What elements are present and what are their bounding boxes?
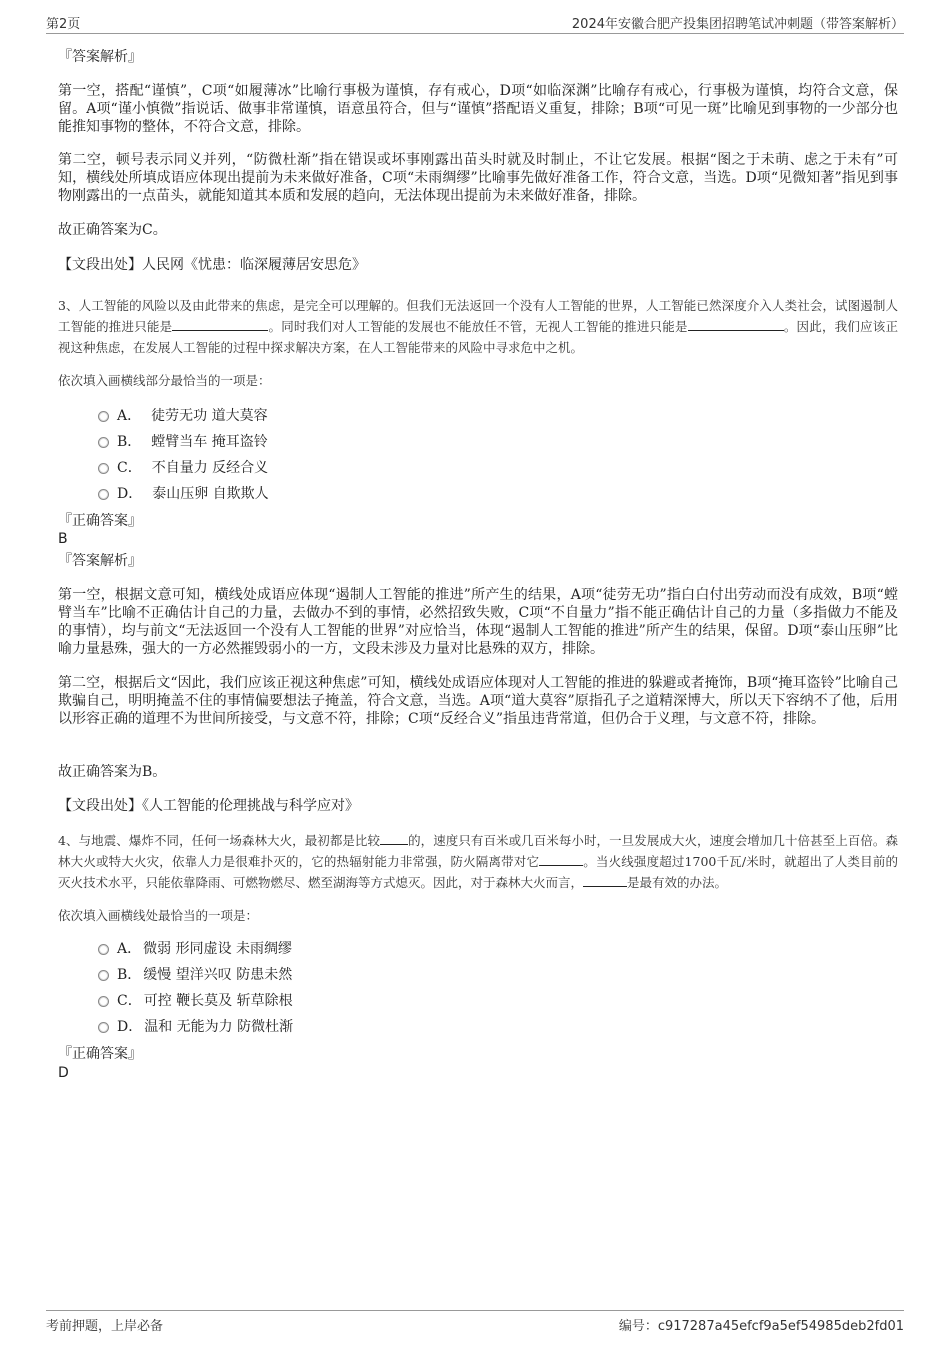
- radio-icon[interactable]: [98, 1022, 109, 1033]
- q3-options: [98, 403, 269, 507]
- q4-blank-1: [380, 831, 408, 845]
- q3-stem-part1: 3、人工智能的风险以及由此带来的焦虑，是完全可以理解的。但我们无法返回一个没有人工智能的世界，人工智能已然深度介入人类社会，试图遏制人工智能的推进只能是: [58, 298, 898, 334]
- q3-stem-part3: 。因此，我们应该正视这种焦虑，在发展人工智能的过程中探求解决方案，在人工智能带来的风险中寻求危中之机。: [58, 319, 898, 355]
- q4-option-d[interactable]: D． 温和 无能为力 防微杜渐: [98, 1014, 293, 1040]
- radio-icon[interactable]: [98, 437, 109, 448]
- page-footer: [46, 1310, 904, 1337]
- q4-options: [98, 936, 293, 1040]
- q3-answer: B: [58, 531, 68, 547]
- q2-conclusion: 故正确答案为C。: [58, 222, 167, 238]
- q4-stem-part1: 4、与地震、爆炸不同，任何一场森林大火，最初都是比较: [58, 833, 381, 848]
- document-id: 编号：c917287a45efcf9a5ef54985deb2fd01: [618, 1319, 904, 1334]
- q4-option-c[interactable]: C． 可控 鞭长莫及 斩草除根: [98, 988, 293, 1014]
- q3-option-b[interactable]: B． 螳臂当车 掩耳盗铃: [98, 429, 269, 455]
- q3-blank-2: [688, 317, 784, 331]
- q3-prompt: 依次填入画横线部分最恰当的一项是：: [58, 373, 271, 388]
- q3-conclusion: 故正确答案为B。: [58, 764, 167, 780]
- q3-option-d[interactable]: D． 泰山压卵 自欺欺人: [98, 481, 269, 507]
- q4-blank-2: [539, 852, 583, 866]
- q2-analysis-label: 『答案解析』: [58, 49, 142, 65]
- q3-analysis-label: 『答案解析』: [58, 553, 142, 569]
- q3-option-c[interactable]: C． 不自量力 反经合义: [98, 455, 269, 481]
- q2-source: 【文段出处】人民网《忧患：临深履薄居安思危》: [58, 257, 366, 273]
- q4-answer-label: 『正确答案』: [58, 1046, 142, 1062]
- q4-prompt: 依次填入画横线处最恰当的一项是：: [58, 908, 259, 923]
- q2-analysis-para1: 第一空，搭配“谨慎”，C项“如履薄冰”比喻行事极为谨慎，存有戒心，D项“如临深渊”比喻存有戒心，行事极为谨慎，均符合文意，保留。A项“谨小慎微”指说话、做事非常谨慎，语意虽符合，但与“谨慎”搭配语义重复，排除；B项“可见一斑”比喻见到事物的一少部分也能推知事物的整体，不符合文意，排除。: [58, 83, 898, 135]
- q3-answer-label: 『正确答案』: [58, 513, 142, 529]
- radio-icon[interactable]: [98, 489, 109, 500]
- q3-stem-part2: 。同时我们对人工智能的发展也不能放任不管，无视人工智能的推进只能是: [268, 319, 688, 334]
- page-header: [46, 13, 904, 34]
- radio-icon[interactable]: [98, 463, 109, 474]
- q4-answer: D: [58, 1065, 69, 1081]
- q4-option-b[interactable]: B． 缓慢 望洋兴叹 防患未然: [98, 962, 293, 988]
- radio-icon[interactable]: [98, 996, 109, 1007]
- q4-stem-part4: 是最有效的办法。: [627, 875, 728, 890]
- q3-source: 【文段出处】《人工智能的伦理挑战与科学应对》: [58, 798, 359, 814]
- radio-icon[interactable]: [98, 944, 109, 955]
- footer-slogan: 考前押题，上岸必备: [46, 1319, 164, 1334]
- q4-stem-part2: 的，速度只有百米或几百米每小时，一旦发展成大火，速度会增加几十倍甚至上百倍。森林大火或特大火灾，依靠人力是很难扑灭的，它的热辐射能力非常强，防火隔离带对它: [58, 833, 898, 869]
- document-title: 2024年安徽合肥产投集团招聘笔试冲刺题（带答案解析）: [571, 17, 904, 32]
- q3-blank-1: [172, 317, 268, 331]
- q3-option-a[interactable]: A． 徒劳无功 道大莫容: [98, 403, 269, 429]
- q2-analysis-para2: 第二空，顿号表示同义并列，“防微杜渐”指在错误或坏事刚露出苗头时就及时制止，不让它发展。根据“图之于未萌、虑之于未有”可知，横线处所填成语应体现出提前为未来做好准备，C项“未雨绸缪”比喻事先做好准备工作，符合文意，当选。D项“见微知著”指见到事物刚露出的一点苗头，就能知道其本质和发展的趋向，无法体现出提前为未来做好准备，排除。: [58, 152, 898, 204]
- q4-stem-part3: 。当火线强度超过1700千瓦/米时，就超出了人类目前的灭火技术水平，只能依靠降雨、可燃物燃尽、燃至湖海等方式熄灭。因此，对于森林大火而言，: [58, 854, 898, 890]
- q3-analysis-para1: 第一空，根据文意可知，横线处成语应体现“遏制人工智能的推进”所产生的结果，A项“徒劳无功”指白白付出劳动而没有成效，B项“螳臂当车”比喻不正确估计自己的力量，去做办不到的事情，必然招致失败，C项“不自量力”指不能正确估计自己的力量（多指做力不能及的事情），均与前文“无法返回一个没有人工智能的世界”对应恰当，体现“遏制人工智能的推进”所产生的结果，保留。D项“泰山压卵”比喻力量悬殊，强大的一方必然摧毁弱小的一方，文段未涉及力量对比悬殊的双方，排除。: [58, 587, 898, 657]
- q4-option-a[interactable]: A． 微弱 形同虚设 未雨绸缪: [98, 936, 293, 962]
- q4-stem: [58, 830, 898, 893]
- q4-blank-3: [583, 873, 627, 887]
- q3-stem: [58, 295, 898, 358]
- radio-icon[interactable]: [98, 411, 109, 422]
- radio-icon[interactable]: [98, 970, 109, 981]
- q3-analysis-para2: 第二空，根据后文“因此，我们应该正视这种焦虑”可知，横线处成语应体现对人工智能的推进的躲避或者掩饰，B项“掩耳盗铃”比喻自己欺骗自己，明明掩盖不住的事情偏要想法子掩盖，符合文意，当选。A项“道大莫容”原指孔子之道精深博大，所以天下容纳不了他，后用以形容正确的道理不为世间所接受，与文意不符，排除；C项“反经合义”指虽违背常道，但仍合于义理，与文意不符，排除。: [58, 675, 898, 727]
- page-number: 第2页: [46, 17, 81, 32]
